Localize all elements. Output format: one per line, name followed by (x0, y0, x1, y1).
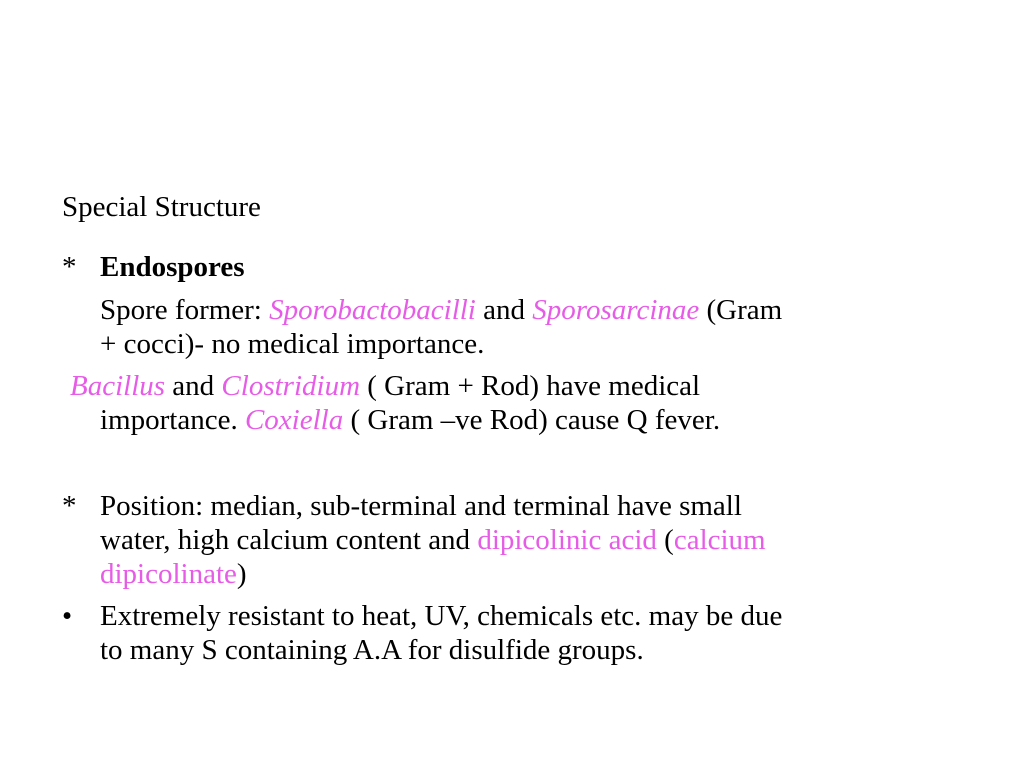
position-line-3 (100, 557, 247, 591)
slide-heading: Special Structure (62, 191, 261, 223)
bacillus-suffix: ( Gram + Rod) have medical (360, 370, 701, 402)
spore-former-prefix: Spore former: (100, 294, 270, 326)
asterisk-bullet: * (62, 490, 77, 522)
position-line-2 (100, 523, 766, 557)
resistance-line-1: Extremely resistant to heat, UV, chemicals etc. may be due (100, 600, 783, 632)
term-calcium: calcium (673, 524, 766, 556)
bacillus-line-1 (70, 369, 700, 403)
spore-former-line-1 (100, 293, 782, 327)
and-text: and (165, 370, 222, 402)
term-dipicolinate: dipicolinate (100, 558, 237, 590)
genus-bacillus: Bacillus (70, 370, 166, 402)
position-line-1: Position: median, sub-terminal and terminal have small (100, 490, 742, 522)
round-bullet: • (62, 600, 73, 632)
importance-prefix: importance. (100, 404, 245, 436)
close-paren: ) (236, 558, 247, 590)
genus-sporosarcinae: Sporosarcinae (532, 294, 700, 326)
open-paren: ( (656, 524, 674, 556)
resistance-line-2: to many S containing A.A for disulfide groups. (100, 634, 644, 666)
position-line-2-prefix: water, high calcium content and (100, 524, 478, 556)
endospores-title: Endospores (100, 251, 245, 283)
asterisk-bullet: * (62, 251, 77, 283)
term-dipicolinic-acid: dipicolinic acid (477, 524, 657, 556)
bacillus-line-2 (100, 403, 720, 437)
genus-coxiella: Coxiella (244, 404, 344, 436)
genus-clostridium: Clostridium (221, 370, 361, 402)
coxiella-suffix: ( Gram –ve Rod) cause Q fever. (343, 404, 721, 436)
spore-former-line-2: + cocci)- no medical importance. (100, 328, 485, 360)
genus-sporobactobacilli: Sporobactobacilli (269, 294, 476, 326)
gram-open: (Gram (699, 294, 783, 326)
and-text: and (475, 294, 533, 326)
